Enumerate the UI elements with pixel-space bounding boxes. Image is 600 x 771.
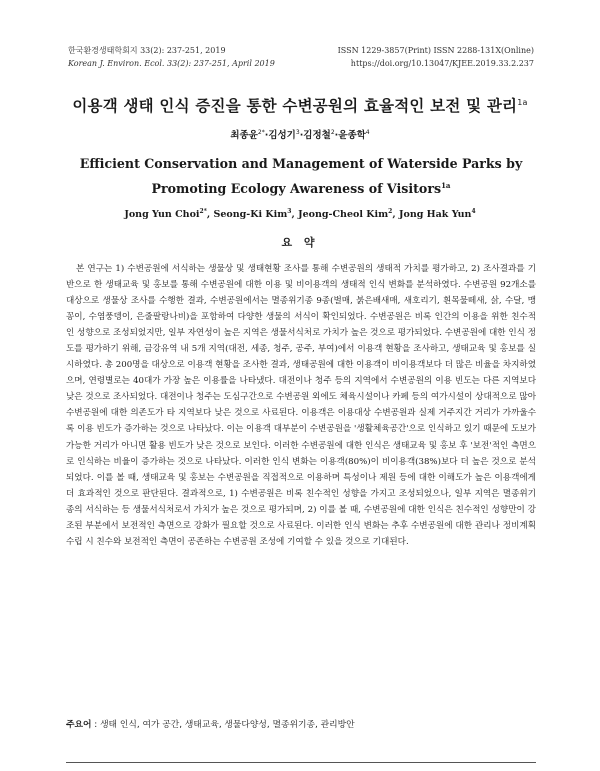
author-separator: , xyxy=(206,209,214,221)
footnote-divider xyxy=(66,762,536,763)
author-ko-affiliation: 2 xyxy=(330,128,335,136)
author-ko: 김성기 xyxy=(268,130,296,141)
author-ko-affiliation: 4 xyxy=(365,128,370,136)
abstract-heading: 요 약 xyxy=(281,236,319,249)
journal-identifiers xyxy=(338,44,534,70)
journal-name-ko: 한국환경생태학회지 33(2): 237-251, 2019 xyxy=(68,46,226,55)
author-ko: 윤종학 xyxy=(338,130,366,141)
title-korean-footnote-mark: 1a xyxy=(517,97,528,107)
author-ko: 최종윤 xyxy=(230,130,258,141)
title-english-text: Efficient Conservation and Management of Waterside Parks by Promoting Ecology Awareness of Visitors xyxy=(79,156,523,197)
author-en: Jong Yun Choi xyxy=(124,209,200,221)
title-english xyxy=(68,153,534,200)
title-korean-text: 이용객 생태 인식 증진을 통한 수변공원의 효율적인 보전 및 관리 xyxy=(72,97,518,115)
doi-link[interactable]: https://doi.org/10.13047/KJEE.2019.33.2.237 xyxy=(350,59,534,68)
title-english-footnote-mark: 1a xyxy=(441,181,451,190)
keywords-list: 생태 인식, 여가 공간, 생태교육, 생물다양성, 멸종위기종, 관리방안 xyxy=(100,720,355,730)
keywords-label: 주요어 xyxy=(66,720,92,730)
author-en-affiliation: 3 xyxy=(287,208,292,215)
author-separator: , xyxy=(392,209,399,221)
journal-name-en: Korean J. Environ. Ecol. 33(2): 237-251, April 2019 xyxy=(68,59,275,68)
author-ko-affiliation: 2* xyxy=(257,128,265,136)
abstract-body: 본 연구는 1) 수변공원에 서식하는 생물상 및 생태현황 조사를 통해 수변공원의 생태적 가치를 평가하고, 2) 조사결과를 기반으로 한 생태교육 및 홍보를 통해 수변공원에 대한 이용 및 비이용객의 생태적 인식 변화를 분석하였다. 수변공원 92개소를 대상으로 생물상 조사를 수행한 결과, 수변공원에서는 멸종위기종 9종(벌매, 붉은배새매, 새호리기, 흰목물떼새, 삵, 수달, 맹꽁이, 수염풍뎅이, 은줄팔랑나비)을 포함하여 다양한 생물의 서식이 확인되었다. 수변공원은 비록 인간의 이용을 위한 친수적인 성향으로 조성되었지만, 일부 자연성이 높은 지역은 생물서식처로 가치가 높은 것으로 평가되었다. 수변공원에 대한 인식 정도를 평가하기 위해, 금강유역 내 5개 지역(대전, 세종, 청주, 공주, 부여)에서 이용객 현황을 조사하고, 생태교육 및 홍보를 실시하였다. 총 200명을 대상으로 이용객 현황을 조사한 결과, 생태공원에 대한 이용객이 비이용객보다 더 많은 비율을 차지하였으며, 연령별로는 40대가 가장 높은 이용률을 나타냈다. 대전이나 청주 등의 지역에서 수변공원의 이용 빈도는 다른 지역보다 낮은 것으로 조사되었다. 대전이나 청주는 도심구간으로 수변공원 외에도 체육시설이나 카페 등의 여가시설이 상대적으로 많아 수변공원에 대한 의존도가 타 지역보다 낮은 것으로 사료된다. 이용객은 이용대상 수변공원과 실제 거주지간 거리가 가까울수록 이용 빈도가 증가하는 것으로 나타났다. 이는 이용객 대부분이 수변공원을 '생활체육공간'으로 인식하고 있기 때문에 도보가 가능한 거리가 아니면 활용 빈도가 낮은 것으로 보인다. 이러한 수변공원에 대한 인식은 생태교육 및 홍보 후 '보전'적인 측면으로 인식하는 비율이 증가하는 것으로 나타났다. 이러한 인식 변화는 이용객(80%)이 비이용객(38%)보다 더 높은 것으로 분석되었다. 이를 볼 때, 생태교육 및 홍보는 수변공원을 직접적으로 이용하며 특성이나 제원 등에 대한 이해도가 높은 이용객에게 더 효과적인 것으로 판단된다. 결과적으로, 1) 수변공원은 비록 친수적인 성향을 가지고 조성되었으나, 일부 지역은 멸종위기종의 서식하는 등 생물서식처로서 가치가 높은 것으로 평가되며, 2) 이를 볼 때, 수변공원에 대한 인식은 친수적인 성향만이 강조된 부분에서 보전적인 측면으로 강화가 필요할 것으로 사료된다. 이러한 인식 변화는 추후 수변공원에 대한 관리나 정비계획 수립 시 친수와 보전적인 측면이 공존하는 수변공원 조성에 기여할 수 있을 것으로 기대된다. xyxy=(66,264,536,547)
authors-korean xyxy=(0,127,600,141)
author-en-affiliation: 2 xyxy=(388,208,393,215)
author-separator: · xyxy=(264,130,269,141)
author-ko: 김정철 xyxy=(303,130,331,141)
author-en: Jong Hak Yun xyxy=(398,209,472,221)
keywords xyxy=(66,717,355,730)
author-en: Seong-Ki Kim xyxy=(213,209,288,221)
authors-english xyxy=(0,208,600,220)
author-en-affiliation: 4 xyxy=(471,208,476,215)
author-en-affiliation: 2* xyxy=(199,208,207,215)
title-korean xyxy=(0,94,600,116)
author-separator: · xyxy=(299,130,304,141)
author-en: Jeong-Cheol Kim xyxy=(298,209,389,221)
journal-citation xyxy=(68,44,275,70)
issn: ISSN 1229-3857(Print) ISSN 2288-131X(Online) xyxy=(337,46,534,55)
author-separator: · xyxy=(334,130,339,141)
keywords-separator: : xyxy=(91,720,101,730)
author-separator: , xyxy=(291,209,299,221)
author-ko-affiliation: 3 xyxy=(295,128,300,136)
